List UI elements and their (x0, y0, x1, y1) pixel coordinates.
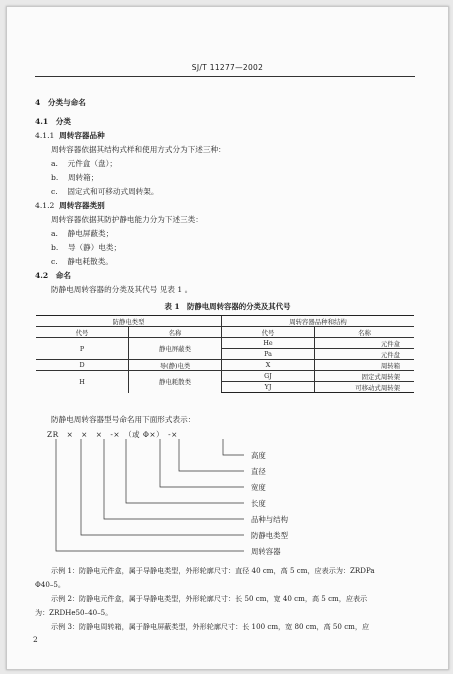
table-cell: 元件盒 (315, 338, 415, 349)
section-4-2-heading: 4.2 命名 (35, 271, 71, 280)
naming-label: 高度 (251, 451, 266, 460)
list-text: 周转箱； (67, 173, 99, 182)
table-header-cell: 代号 (222, 327, 315, 338)
table-caption: 表 1 防静电周转容器的分类及其代号 (164, 302, 291, 311)
section-title: 周转容器类别 (59, 201, 105, 210)
table-cell: He (222, 338, 315, 349)
connector-line (56, 439, 244, 551)
list-marker: b. (51, 173, 59, 182)
table-cell: H (36, 371, 129, 393)
section-number: 4.1.1 (35, 131, 55, 140)
table-cell: D (36, 360, 129, 371)
naming-label: 周转容器 (251, 547, 281, 556)
list-marker: a. (51, 159, 58, 168)
list-text: 静电耗散类。 (67, 257, 113, 266)
example-3-line-1: 示例 3：防静电周转箱，属于静电屏蔽类型，外形轮廓尺寸：长 100 cm，宽 80 cm，高 50 cm，应 (51, 622, 370, 631)
table-cell: 静电屏蔽类 (129, 338, 222, 360)
table-cell: Pa (222, 349, 315, 360)
list-marker: c. (51, 187, 58, 196)
naming-intro: 防静电周转容器型号命名用下面形式表示： (51, 415, 196, 424)
table-cell: 可移动式周转架 (315, 382, 415, 393)
table-cell: 导(静)电类 (129, 360, 222, 371)
table-header-cell: 名称 (129, 327, 222, 338)
table-cell: 元件盘 (315, 349, 415, 360)
list-text: 元件盒（盘）； (67, 159, 117, 168)
list-marker: b. (51, 243, 59, 252)
list-text: 固定式和可移动式周转架。 (67, 187, 159, 196)
table-cell: 固定式周转架 (315, 371, 415, 382)
connector-line (160, 439, 244, 487)
paragraph: 防静电周转容器的分类及其代号 见表 1 。 (51, 285, 193, 294)
list-text: 静电屏蔽类； (67, 229, 114, 238)
table-cell: GJ (222, 371, 315, 382)
list-marker: c. (51, 257, 58, 266)
table-header-cell: 名称 (315, 327, 415, 338)
naming-label: 宽度 (251, 483, 266, 492)
example-2-line-2: 为：ZRDHe50–40–5。 (35, 608, 113, 617)
section-4-heading: 4 分类与命名 (35, 98, 86, 107)
naming-label: 品种与结构 (251, 515, 288, 524)
paragraph: 周转容器依据其防护静电能力分为下述三类： (51, 215, 203, 224)
example-1-line-2: Φ40–5。 (35, 580, 65, 589)
example-1-line-1: 示例 1：防静电元件盒，属于导静电类型，外形轮廓尺寸：直径 40 cm，高 5 cm，应表示为：ZRDPa (51, 566, 375, 575)
table-cell: P (36, 338, 129, 360)
table-group-header: 周转容器品种和结构 (222, 316, 415, 327)
table-cell: YJ (222, 382, 315, 393)
table-cell: X (222, 360, 315, 371)
section-4-1-heading: 4.1 分类 (35, 117, 71, 126)
standard-code-header: SJ/T 11277—2002 (191, 63, 264, 72)
naming-label: 防静电类型 (251, 531, 288, 540)
naming-label: 直径 (251, 467, 266, 476)
naming-label: 长度 (251, 499, 266, 508)
table-group-header: 防静电类型 (36, 316, 222, 327)
list-marker: a. (51, 229, 58, 238)
table-header-cell: 代号 (36, 327, 129, 338)
naming-format: ZR × × × -× （或 Φ×） -× (47, 430, 178, 439)
example-2-line-1: 示例 2：防静电元件盒，属于导静电类型，外形轮廓尺寸：长 50 cm，宽 40 cm，高 5 cm，应表示 (51, 594, 368, 603)
connector-line (223, 439, 244, 455)
table-cell: 静电耗散类 (129, 371, 222, 393)
section-title: 周转容器品种 (59, 131, 105, 140)
page-number: 2 (33, 635, 38, 644)
document-page (6, 6, 449, 670)
table-cell: 周转箱 (315, 360, 415, 371)
section-number: 4.1.2 (35, 201, 55, 210)
paragraph: 周转容器依据其结构式样和使用方式分为下述三种： (51, 145, 226, 154)
list-text: 导（静）电类； (67, 243, 122, 252)
